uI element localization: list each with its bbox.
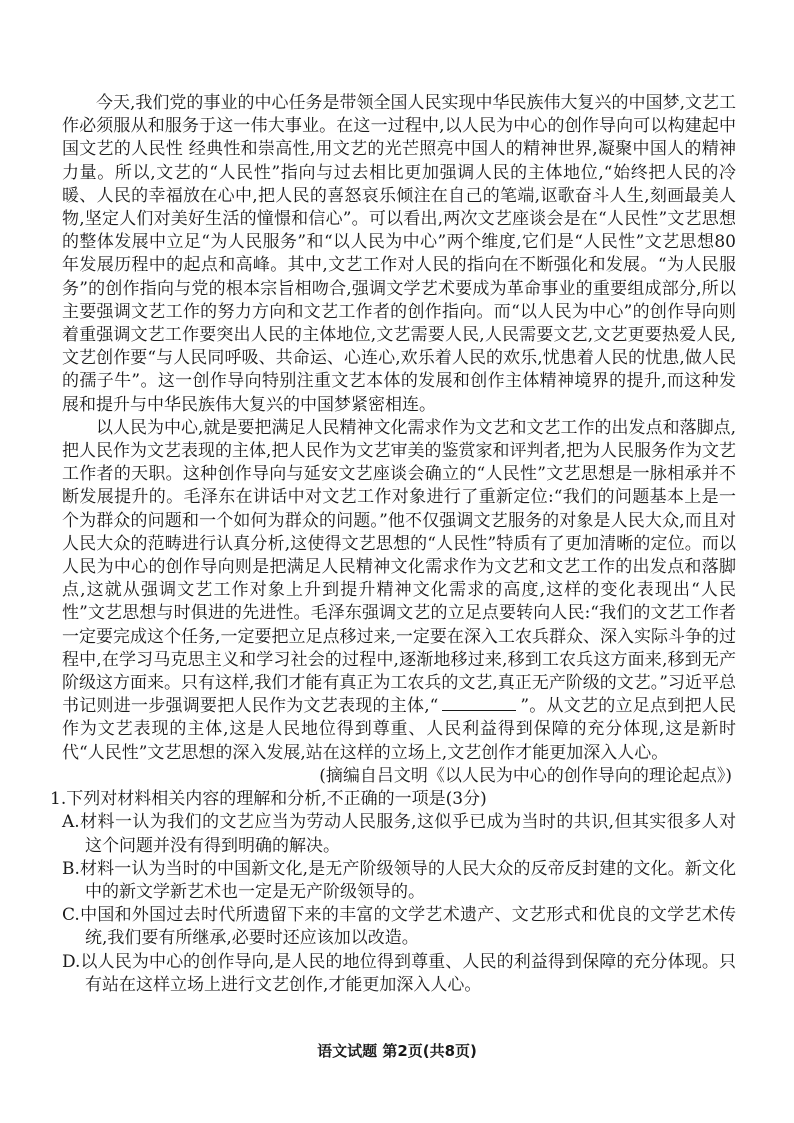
passage-paragraph-2-text-end: ”。从文艺的立足点到把人民作为文艺表现的主体,这是人民地位得到尊重、人民利益得到保障的充分体现,这是新时代“人民性”文艺思想的深入发展,站在这样的立场上,文艺创作才能更加深入人心。 <box>62 696 737 763</box>
fill-in-blank <box>442 696 516 711</box>
source-citation: (摘编自吕文明《以人民为中心的创作导向的理论起点》) <box>319 765 732 786</box>
passage-paragraph-2-text: 以人民为中心,就是要把满足人民精神文化需求作为文艺和文艺工作的出发点和落脚点,把人民作为文艺表现的主体,把人民作为文艺审美的鉴赏家和评判者,把为人民服务作为文艺工作者的天职。这种创作导向与延安文艺座谈会确立的“人民性”文艺思想是一脉相承并不断发展提升的。毛泽东在讲话中对文艺工作对象进行了重新定位:“我们的问题基本上是一个为群众的问题和一个如何为群众的问题。”他不仅强调文艺服务的对象是人民大众,而且对人民大众的范畴进行认真分析,这使得文艺思想的“人民性”特质有了更加清晰的定位。而以人民为中心的创作导向则是把满足人民精神文化需求作为文艺和文艺工作的出发点和落脚点,这就从强调文艺工作对象上升到提升精神文化需求的高度,这样的变化表现出“人民性”文艺思想与时俱进的先进性。毛泽东强调文艺的立足点要转向人民:“我们的文艺工作者一定要完成这个任务,一定要把立足点移过来,一定要在深入工农兵群众、深入实际斗争的过程中,在学习马克思主义和学习社会的过程中,逐渐地移过来,移到工农兵这方面来,移到无产阶级这方面来。只有这样,我们才能有真正为工农兵的文艺,真正无产阶级的文艺。”习近平总书记则进一步强调要把人民作为文艺表现的主体,“ <box>62 417 736 717</box>
question-stem: 1.下列对材料相关内容的理解和分析,不正确的一项是(3分) <box>50 789 487 810</box>
passage-paragraph-2 <box>62 417 736 765</box>
option-b: B.材料一认为当时的中国新文化,是无产阶级领导的人民大众的反帝反封建的文化。新文化中的新文学新艺术也一定是无产阶级领导的。 <box>62 858 736 902</box>
passage-paragraph-1: 今天,我们党的事业的中心任务是带领全国人民实现中华民族伟大复兴的中国梦,文艺工作必须服从和服务于这一伟大事业。在这一过程中,以人民为中心的创作导向可以构建起中国文艺的人民性 经典性和崇高性,用文艺的光芒照亮中国人的精神世界,凝聚中国人的精神力量。所以,文艺的“人民性”指向与过去相比更加强调人民的主体地位,“始终把人民的冷暖、人民的幸福放在心中,把人民的喜怒哀乐倾注在自己的笔端,讴歌奋斗人生,刻画最美人物,坚定人们对美好生活的憧憬和信心”。可以看出,两次文艺座谈会是在“人民性”文艺思想的整体发展中立足“为人民服务”和“以人民为中心”两个维度,它们是“人民性”文艺思想80年发展历程中的起点和高峰。其中,文艺工作对人民的指向在不断强化和发展。“为人民服务”的创作指向与党的根本宗旨相吻合,强调文学艺术要成为革命事业的重要组成部分,所以主要强调文艺工作的努力方向和文艺工作者的创作指向。而“以人民为中心”的创作导向则着重强调文艺工作要突出人民的主体地位,文艺需要人民,人民需要文艺,文艺更要热爱人民,文艺创作要“与人民同呼吸、共命运、心连心,欢乐着人民的欢乐,忧患着人民的忧患,做人民的孺子牛”。这一创作导向特别注重文艺本体的发展和创作主体精神境界的提升,而这种发展和提升与中华民族伟大复兴的中国梦紧密相连。 <box>62 93 736 415</box>
option-a: A.材料一认为我们的文艺应当为劳动人民服务,这似乎已成为当时的共识,但其实很多人对这个问题并没有得到明确的解决。 <box>62 812 736 856</box>
page-content <box>50 92 737 997</box>
option-d: D.以人民为中心的创作导向,是人民的地位得到尊重、人民的利益得到保障的充分体现。只有站在这样立场上进行文艺创作,才能更加深入人心。 <box>62 951 736 995</box>
page-footer: 语文试题 第2页(共8页) <box>317 1042 477 1060</box>
option-c: C.中国和外国过去时代所遗留下来的丰富的文学艺术遗产、文艺形式和优良的文学艺术传统,我们要有所继承,必要时还应该加以改造。 <box>62 905 736 949</box>
